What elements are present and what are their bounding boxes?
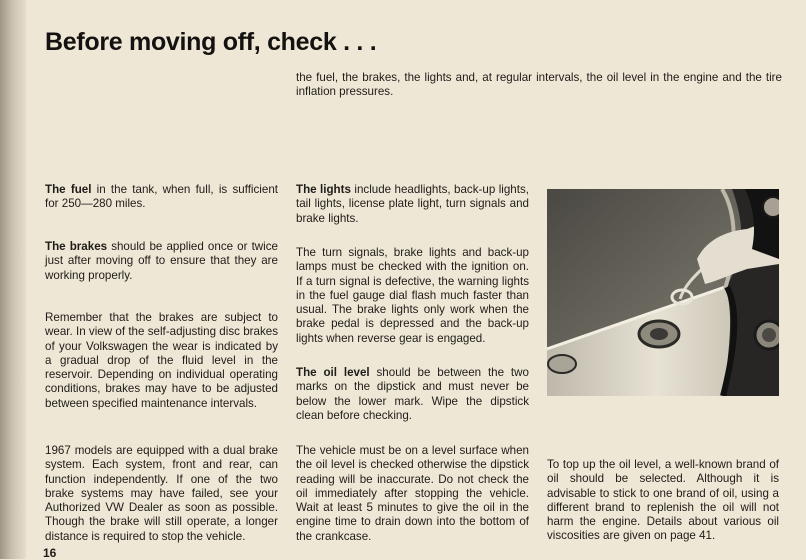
fuel-paragraph	[45, 183, 278, 212]
brake-wear-paragraph: Remember that the brakes are subject to wear. In view of the self-adjusting disc brakes of your Volkswagen the wear is indicated by a gradual drop of the fluid level in the reservoir. Depending on individual operating conditions, brakes may have to be adjusted between specified maintenance intervals.	[45, 311, 278, 410]
lights-heading: The lights	[296, 183, 351, 196]
engine-compartment-illustration	[547, 189, 779, 396]
engine-dipstick-photo	[547, 189, 779, 396]
oil-level-paragraph	[296, 366, 529, 423]
turn-signals-paragraph: The turn signals, brake lights and back-up lamps must be checked with the ignition on. If a turn signal is defective, the warning lights in the fuel gauge dial flash much faster than usual. The brake lights only work when the brake pedal is depressed and the back-up lights when reverse gear is engaged.	[296, 246, 529, 345]
oil-level-heading: The oil level	[296, 366, 370, 379]
lights-text: include headlights, back-up lights, tail lights, license plate light, turn signals and brake lights.	[296, 183, 529, 225]
dual-brake-paragraph: 1967 models are equipped with a dual brake system. Each system, front and rear, can function independently. If one of the two brake systems may have failed, see your Authorized VW Dealer as soon as possible. Though the brake will still operate, a longer distance is required to stop the vehicle.	[45, 444, 278, 543]
fuel-text: in the tank, when full, is sufficient for 250—280 miles.	[45, 183, 278, 211]
page-title: Before moving off, check . . .	[45, 28, 377, 56]
brakes-heading: The brakes	[45, 240, 108, 253]
intro-text: the fuel, the brakes, the lights and, at regular intervals, the oil level in the engine and the tire inflation pressures.	[296, 71, 782, 99]
brakes-text: should be applied once or twice just after moving off to ensure that they are working properly.	[45, 240, 278, 282]
level-surface-paragraph: The vehicle must be on a level surface when the oil level is checked otherwise the dipstick reading will be inaccurate. Do not check the oil immediately after stopping the vehicle. Wait at least 5 minutes to give the oil in the engine time to drain down into the bottom of the crankcase.	[296, 444, 529, 543]
top-up-paragraph: To top up the oil level, a well-known brand of oil should be selected. Although it is advisable to stick to one brand of oil, using a different brand to replenish the oil will not harm the engine. Details about various oil viscosities are given on page 41.	[547, 458, 779, 543]
fuel-heading: The fuel	[45, 183, 92, 196]
brakes-paragraph	[45, 240, 278, 283]
oil-level-text: should be between the two marks on the dipstick and must never be below the lower mark. Wipe the dipstick clean before checking.	[296, 366, 529, 422]
lights-paragraph	[296, 183, 529, 226]
book-gutter	[0, 0, 26, 559]
page-number: 16	[43, 546, 57, 560]
